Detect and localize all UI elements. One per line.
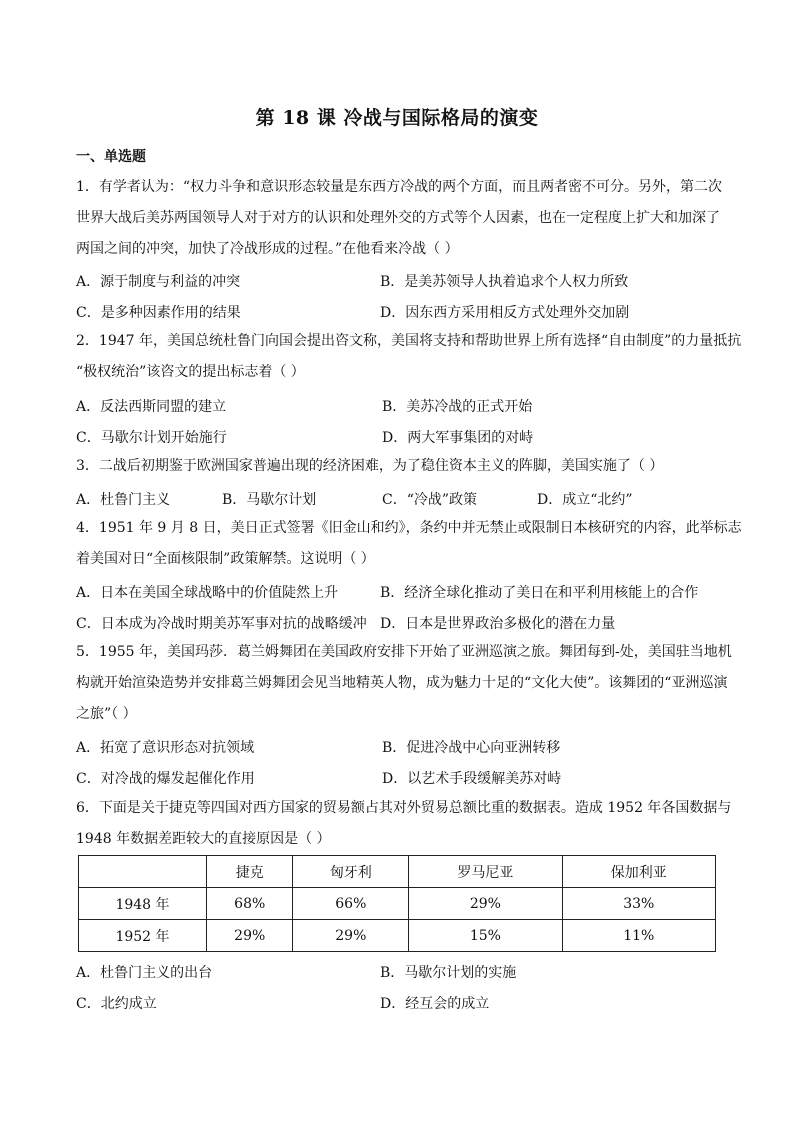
question-2-line: 2．1947 年，美国总统杜鲁门向国会提出咨文称，美国将支持和帮助世界上所有选择“自由制度”的力量抵抗 xyxy=(76,333,742,349)
question-3-line: 3．二战后初期鉴于欧洲国家普遍出现的经济困难，为了稳住资本主义的阵脚，美国实施了（ ） xyxy=(76,458,664,474)
q2-option-d[interactable]: D．两大军事集团的对峙 xyxy=(382,430,534,446)
q6-option-a[interactable]: A．杜鲁门主义的出台 xyxy=(76,965,213,981)
q5-option-b[interactable]: B．促进冷战中心向亚洲转移 xyxy=(382,740,561,756)
table-row xyxy=(79,888,716,920)
question-1-line: 1．有学者认为：“权力斗争和意识形态较量是东西方冷战的两个方面，而且两者密不可分。另外，第二次 xyxy=(76,179,723,195)
q3-option-b[interactable]: B．马歇尔计划 xyxy=(222,492,317,508)
q5-option-d[interactable]: D．以艺术手段缓解美苏对峙 xyxy=(382,771,562,787)
q4-option-d[interactable]: D．日本是世界政治多极化的潜在力量 xyxy=(380,616,616,632)
question-2 xyxy=(76,326,742,388)
question-6 xyxy=(76,793,732,855)
question-1-line: 两国之间的冲突，加快了冷战形成的过程。”在他看来冷战（ ） xyxy=(76,241,459,257)
question-4-line: 着美国对日“全面核限制”政策解禁。这说明（ ） xyxy=(76,551,375,567)
question-4 xyxy=(76,513,742,575)
q2-option-a[interactable]: A．反法西斯同盟的建立 xyxy=(76,399,227,415)
table-cell: 33% xyxy=(562,888,715,920)
table-header-row xyxy=(79,856,716,888)
question-1 xyxy=(76,172,726,265)
q5-option-a[interactable]: A．拓宽了意识形态对抗领域 xyxy=(76,740,255,756)
table-cell: 29% xyxy=(207,920,293,952)
table-cell: 11% xyxy=(562,920,715,952)
question-5-line: 5．1955 年，美国玛莎．葛兰姆舞团在美国政府安排下开始了亚洲巡演之旅。舞团每到-处，美国驻当地机 xyxy=(76,644,732,660)
table-header-cell xyxy=(79,856,207,888)
table-cell: 1948 年 xyxy=(79,888,207,920)
q6-option-d[interactable]: D．经互会的成立 xyxy=(380,996,490,1012)
q1-option-c[interactable]: C．是多种因素作用的结果 xyxy=(76,305,241,321)
question-1-line: 世界大战后美苏两国领导人对于对方的认识和处理外交的方式等个人因素，也在一定程度上扩大和加深了 xyxy=(76,210,720,226)
question-5-line: 之旅”（ ） xyxy=(76,706,137,722)
q2-option-b[interactable]: B．美苏冷战的正式开始 xyxy=(382,399,533,415)
q3-option-c[interactable]: C．“冷战”政策 xyxy=(382,492,478,508)
question-6-line: 6．下面是关于捷克等四国对西方国家的贸易额占其对外贸易总额比重的数据表。造成 1952 年各国数据与 xyxy=(76,800,732,816)
q1-option-d[interactable]: D．因东西方采用相反方式处理外交加剧 xyxy=(380,305,630,321)
table-cell: 15% xyxy=(409,920,562,952)
trade-data-table xyxy=(78,855,716,952)
question-5-line: 构就开始渲染造势并安排葛兰姆舞团会见当地精英人物，成为魅力十足的“文化大使”。该舞团的“亚洲巡演 xyxy=(76,675,728,691)
table-cell: 1952 年 xyxy=(79,920,207,952)
q6-option-c[interactable]: C．北约成立 xyxy=(76,996,157,1012)
table-cell: 68% xyxy=(207,888,293,920)
q5-option-c[interactable]: C．对冷战的爆发起催化作用 xyxy=(76,771,255,787)
table-header-cell: 保加利亚 xyxy=(562,856,715,888)
q1-option-a[interactable]: A．源于制度与利益的冲突 xyxy=(76,274,241,290)
question-3 xyxy=(76,451,726,482)
question-5 xyxy=(76,637,732,730)
table-cell: 29% xyxy=(409,888,562,920)
table-header-cell: 匈牙利 xyxy=(293,856,409,888)
table-cell: 66% xyxy=(293,888,409,920)
table-cell: 29% xyxy=(293,920,409,952)
section-heading: 一、单选题 xyxy=(76,149,146,165)
q2-option-c[interactable]: C．马歇尔计划开始施行 xyxy=(76,430,227,446)
page-title: 第 18 课 冷战与国际格局的演变 xyxy=(255,107,539,129)
q3-option-a[interactable]: A．杜鲁门主义 xyxy=(76,492,171,508)
q6-option-b[interactable]: B．马歇尔计划的实施 xyxy=(380,965,517,981)
table-row xyxy=(79,920,716,952)
question-4-line: 4．1951 年 9 月 8 日，美日正式签署《旧金山和约》，条约中并无禁止或限制日本核研究的内容，此举标志 xyxy=(76,520,742,536)
question-6-line: 1948 年数据差距较大的直接原因是（ ） xyxy=(76,831,331,847)
question-2-line: “极权统治”该咨文的提出标志着（ ） xyxy=(76,364,305,380)
q4-option-a[interactable]: A．日本在美国全球战略中的价值陡然上升 xyxy=(76,585,339,601)
table-header-cell: 捷克 xyxy=(207,856,293,888)
q3-option-d[interactable]: D．成立“北约” xyxy=(537,492,633,508)
q4-option-b[interactable]: B．经济全球化推动了美日在和平利用核能上的合作 xyxy=(380,585,699,601)
q1-option-b[interactable]: B．是美苏领导人执着追求个人权力所致 xyxy=(380,274,629,290)
q4-option-c[interactable]: C．日本成为冷战时期美苏军事对抗的战略缓冲 xyxy=(76,616,367,632)
table-header-cell: 罗马尼亚 xyxy=(409,856,562,888)
